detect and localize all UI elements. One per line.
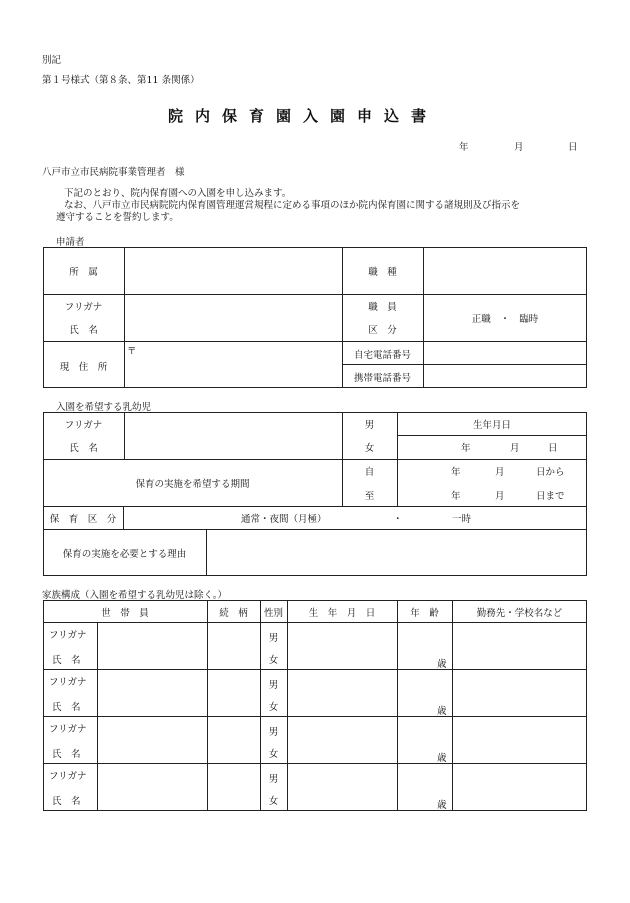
header-workplace: 勤務先・学校名など (476, 608, 563, 619)
postal-mark: 〒 (127, 346, 137, 357)
row-age-unit: 歳 (437, 659, 447, 670)
row-age-unit: 歳 (437, 706, 447, 717)
address-field[interactable] (138, 343, 340, 386)
row-sex-female[interactable]: 女 (268, 796, 279, 807)
to-month-unit: 月 (495, 491, 505, 502)
family-section-title: 家族構成（入園を希望する乳幼児は除く。） (42, 590, 228, 601)
header-member: 世 帯 員 (101, 608, 149, 619)
addressee: 八戸市立市民病院事業管理者 様 (42, 167, 185, 178)
row-furigana-label: フリガナ (49, 771, 87, 782)
address-label: 現 住 所 (59, 362, 108, 373)
reason-field[interactable] (208, 531, 585, 574)
period-from-label: 自 (364, 467, 375, 478)
home-phone-field[interactable] (425, 343, 585, 362)
to-day-suffix: 日まで (536, 491, 565, 502)
row-name-label: 氏 名 (52, 702, 81, 713)
intro-line-2: なお、八戸市立市民病院院内保育園管理運営規程に定める事項のほか院内保育園に関する諸規則及び指示を (64, 200, 521, 211)
row-sex-male[interactable]: 男 (268, 633, 279, 644)
mobile-phone-label: 携帯電話番号 (353, 373, 411, 384)
header-age: 年 齢 (410, 608, 439, 619)
row-sex-male[interactable]: 男 (268, 727, 279, 738)
page-title: 院内保育園入園申込書 (168, 107, 439, 125)
applicant-name-field[interactable] (126, 296, 340, 339)
to-year-unit: 年 (451, 491, 461, 502)
row-age-unit: 歳 (437, 800, 447, 811)
from-year-unit: 年 (451, 467, 461, 478)
job-type-field[interactable] (425, 249, 585, 292)
care-type-label: 保 育 区 分 (49, 514, 117, 525)
row-furigana-label: フリガナ (49, 724, 87, 735)
home-phone-label: 自宅電話番号 (353, 350, 411, 361)
care-option-temporary[interactable]: 一時 (452, 514, 472, 525)
child-sex-male[interactable]: 男 (364, 420, 375, 431)
row-name-label: 氏 名 (52, 796, 81, 807)
header-birthdate: 生 年 月 日 (308, 608, 376, 619)
period-label: 保育の実施を希望する期間 (135, 479, 250, 490)
staff-label: 職 員 (368, 302, 397, 313)
row-sex-female[interactable]: 女 (268, 655, 279, 666)
date-month: 月 (514, 142, 524, 153)
category-label: 区 分 (368, 325, 397, 336)
intro-line-1: 下記のとおり、院内保育園への入園を申し込みます。 (64, 188, 292, 199)
from-day-suffix: 日から (536, 467, 565, 478)
care-option-normal[interactable]: 通常・夜間（月極） (241, 514, 327, 525)
row-sex-female[interactable]: 女 (268, 749, 279, 760)
date-day: 日 (568, 142, 578, 153)
date-year: 年 (459, 142, 469, 153)
period-to-label: 至 (364, 491, 375, 502)
row-sex-female[interactable]: 女 (268, 702, 279, 713)
header-relation: 続 柄 (219, 608, 248, 619)
applicant-furigana-label: フリガナ (64, 302, 103, 313)
birth-month-unit: 月 (510, 443, 520, 454)
child-furigana-label: フリガナ (64, 420, 103, 431)
affiliation-label: 所 属 (69, 267, 98, 278)
applicant-section-title: 申請者 (56, 237, 85, 248)
affiliation-field[interactable] (126, 249, 340, 292)
row-furigana-label: フリガナ (49, 630, 87, 641)
row-age-unit: 歳 (437, 753, 447, 764)
from-month-unit: 月 (495, 467, 505, 478)
category-options[interactable]: 正職 ・ 臨時 (471, 314, 539, 325)
row-sex-male[interactable]: 男 (268, 774, 279, 785)
row-sex-male[interactable]: 男 (268, 680, 279, 691)
child-section-title: 入園を希望する乳幼児 (56, 402, 152, 413)
reason-label: 保育の実施を必要とする理由 (62, 549, 187, 560)
row-name-label: 氏 名 (52, 655, 81, 666)
child-sex-female[interactable]: 女 (364, 443, 375, 454)
child-name-field[interactable] (126, 414, 340, 457)
applicant-name-label: 氏 名 (69, 325, 98, 336)
mobile-phone-field[interactable] (425, 366, 585, 386)
row-furigana-label: フリガナ (49, 677, 87, 688)
birthdate-label: 生年月日 (472, 420, 511, 431)
job-type-label: 職 種 (368, 267, 397, 278)
child-name-label: 氏 名 (69, 443, 98, 454)
header-sex: 性別 (263, 608, 283, 619)
care-option-separator: ・ (393, 514, 403, 525)
intro-line-3: 遵守することを誓約します。 (56, 212, 179, 223)
form-number: 第１号様式（第８条、第11 条関係） (42, 75, 200, 86)
birth-year-unit: 年 (461, 443, 471, 454)
row-name-label: 氏 名 (52, 749, 81, 760)
birth-day-unit: 日 (548, 443, 558, 454)
annex-label: 別記 (42, 55, 62, 66)
